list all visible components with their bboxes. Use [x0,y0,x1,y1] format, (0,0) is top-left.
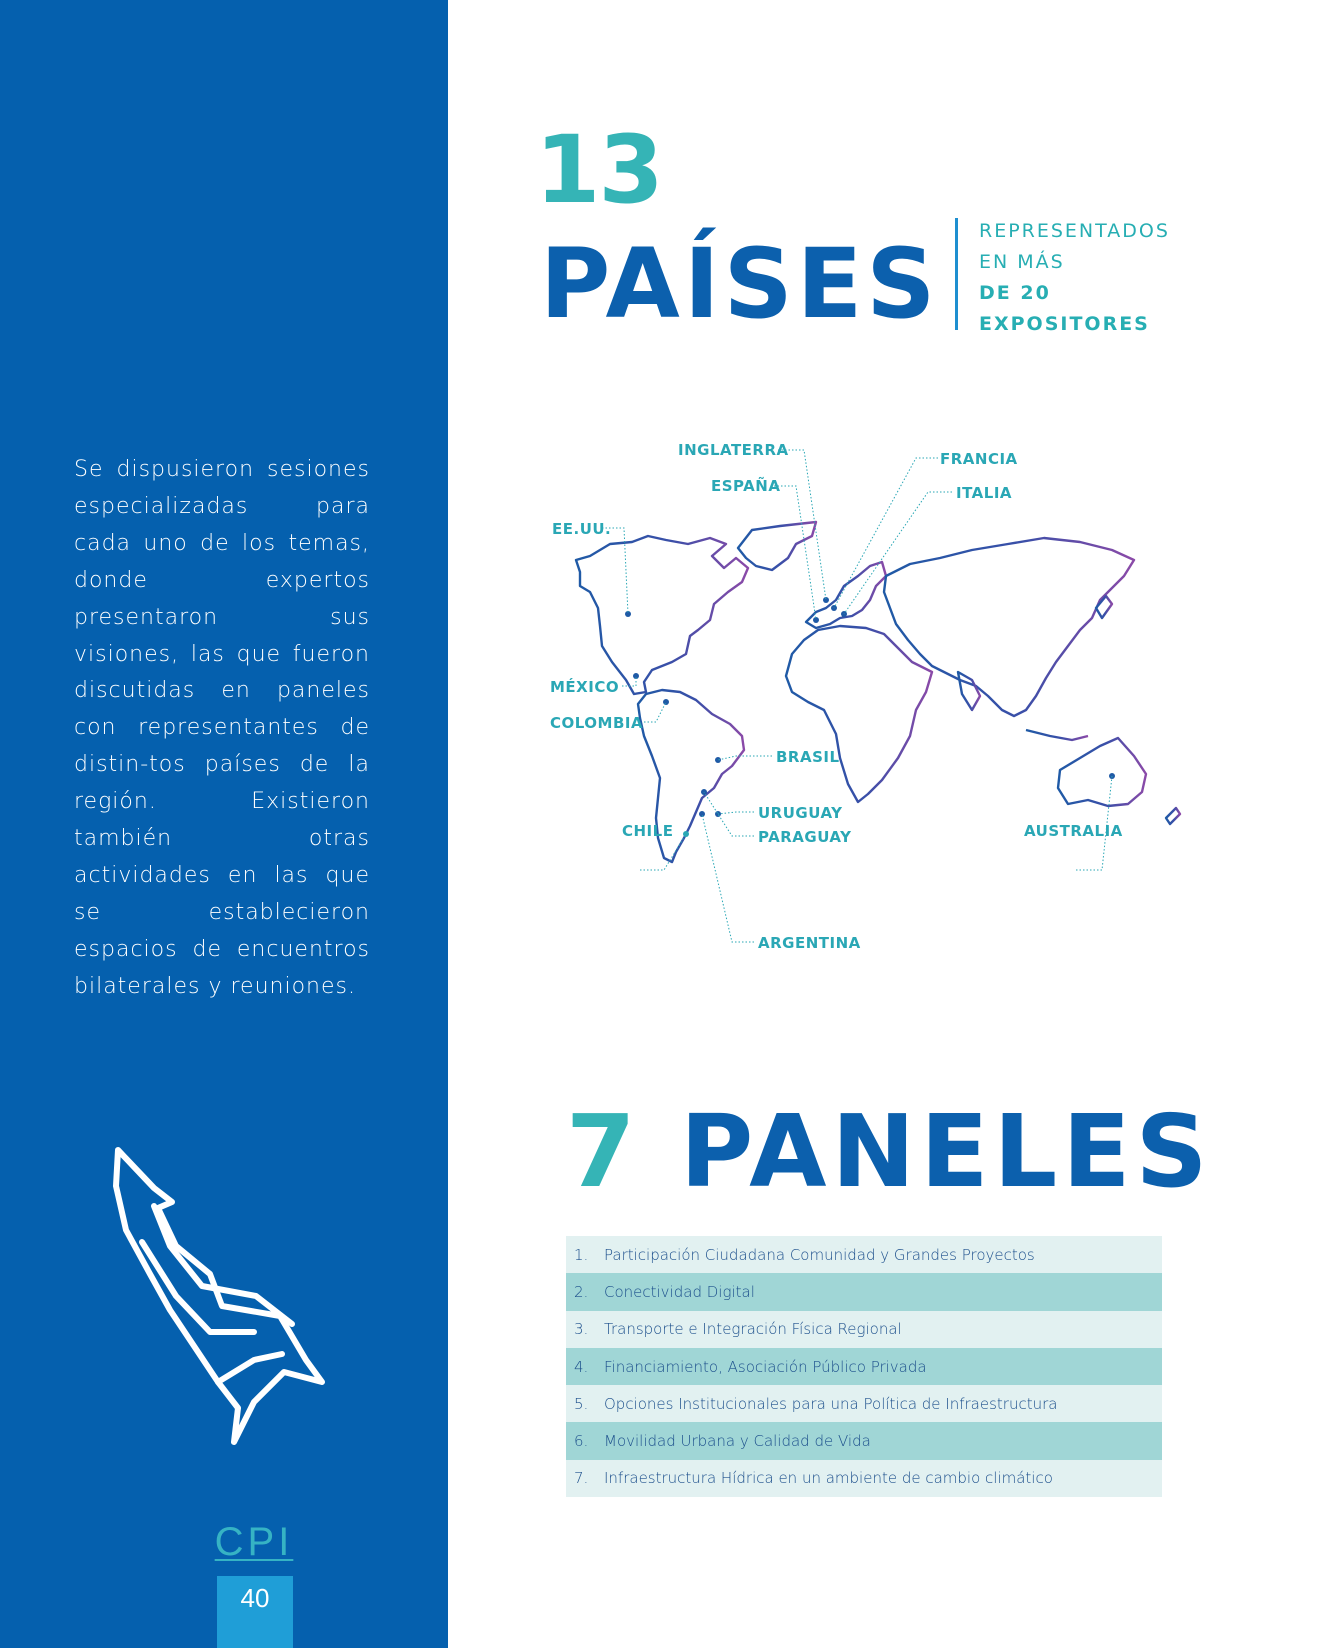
label-mexico: MÉXICO [550,678,620,696]
item-number: 2. [574,1282,589,1301]
map-markers [625,597,1115,837]
item-label: Opciones Institucionales para una Política de Infraestructura [604,1394,1058,1413]
line-colombia [644,702,666,722]
list-item [566,1273,1162,1310]
indonesia-outline [1026,730,1088,740]
greenland-outline [738,522,816,570]
line-italia [844,492,952,614]
item-number: 1. [574,1245,589,1264]
sidebar-panel [0,0,448,1648]
label-uruguay: URUGUAY [758,804,843,822]
list-item [566,1385,1162,1422]
list-item [566,1460,1162,1497]
item-label: Financiamiento, Asociación Público Privada [604,1357,927,1376]
list-item [566,1236,1162,1273]
label-chile: CHILE [622,822,674,840]
label-inglaterra: INGLATERRA [678,441,789,459]
item-number: 4. [574,1357,589,1376]
label-espana: ESPAÑA [711,477,781,495]
label-brasil: BRASIL [776,748,840,766]
list-item [566,1348,1162,1385]
line-paraguay [704,792,754,836]
item-number: 5. [574,1394,589,1413]
item-label: Movilidad Urbana y Calidad de Vida [604,1432,871,1451]
australia-outline [1058,738,1146,806]
item-number: 7. [574,1469,589,1488]
item-label: Conectividad Digital [604,1282,755,1301]
label-argentina: ARGENTINA [758,934,861,952]
item-label: Infraestructura Hídrica en un ambiente de cambio climático [604,1469,1053,1488]
continents [576,522,1180,862]
list-item [566,1422,1162,1459]
panels-label: PANELES [680,1093,1213,1210]
label-francia: FRANCIA [940,450,1018,468]
item-label: Transporte e Integración Física Regional [604,1320,902,1339]
line-brasil [718,756,772,760]
line-eeuu [602,528,628,614]
new-zealand-outline [1166,808,1180,824]
label-eeuu: EE.UU. [552,520,612,538]
stat-divider [955,218,958,330]
africa-outline [786,626,932,802]
item-label: Participación Ciudadana Comunidad y Grandes Proyectos [604,1245,1035,1264]
countries-label: PAÍSES [540,228,940,340]
label-italia: ITALIA [956,484,1013,502]
marker-colombia [663,699,669,705]
label-colombia: COLOMBIA [550,714,644,732]
label-paraguay: PARAGUAY [758,828,852,846]
brand-logo: CPI [214,1520,294,1564]
note-line: REPRESENTADOS [979,220,1170,242]
item-number: 3. [574,1320,589,1339]
marker-chile [683,831,689,837]
item-number: 6. [574,1432,589,1451]
intro-paragraph: Se dispusieron sesiones especializadas para cada uno de los temas, donde expertos presentaron sus visiones, las que fueron discutidas en paneles con representantes de distin-tos países de la región. Existieron también otras actividades en las que se establecieron espacios de encuentros bilaterales y reuniones. [74,457,370,999]
list-item [566,1311,1162,1348]
countries-note [979,216,1170,340]
india-outline [958,672,980,710]
label-australia: AUSTRALIA [1024,822,1123,840]
japan-outline [1096,596,1112,618]
note-line: EXPOSITORES [979,313,1150,335]
page-number: 40 [217,1576,293,1648]
panels-count: 7 [566,1093,636,1210]
north-america-outline [576,536,748,694]
line-argentina [702,814,754,942]
line-espana [774,486,816,620]
note-line: DE 20 [979,282,1051,304]
line-uruguay [718,812,754,814]
panels-list [566,1236,1162,1497]
asia-outline [884,538,1134,716]
world-map [540,440,1240,960]
marker-brasil [715,757,721,763]
bird-logo-icon [106,1146,336,1446]
note-line: EN MÁS [979,251,1065,273]
marker-australia [1109,773,1115,779]
countries-count: 13 [535,116,662,225]
